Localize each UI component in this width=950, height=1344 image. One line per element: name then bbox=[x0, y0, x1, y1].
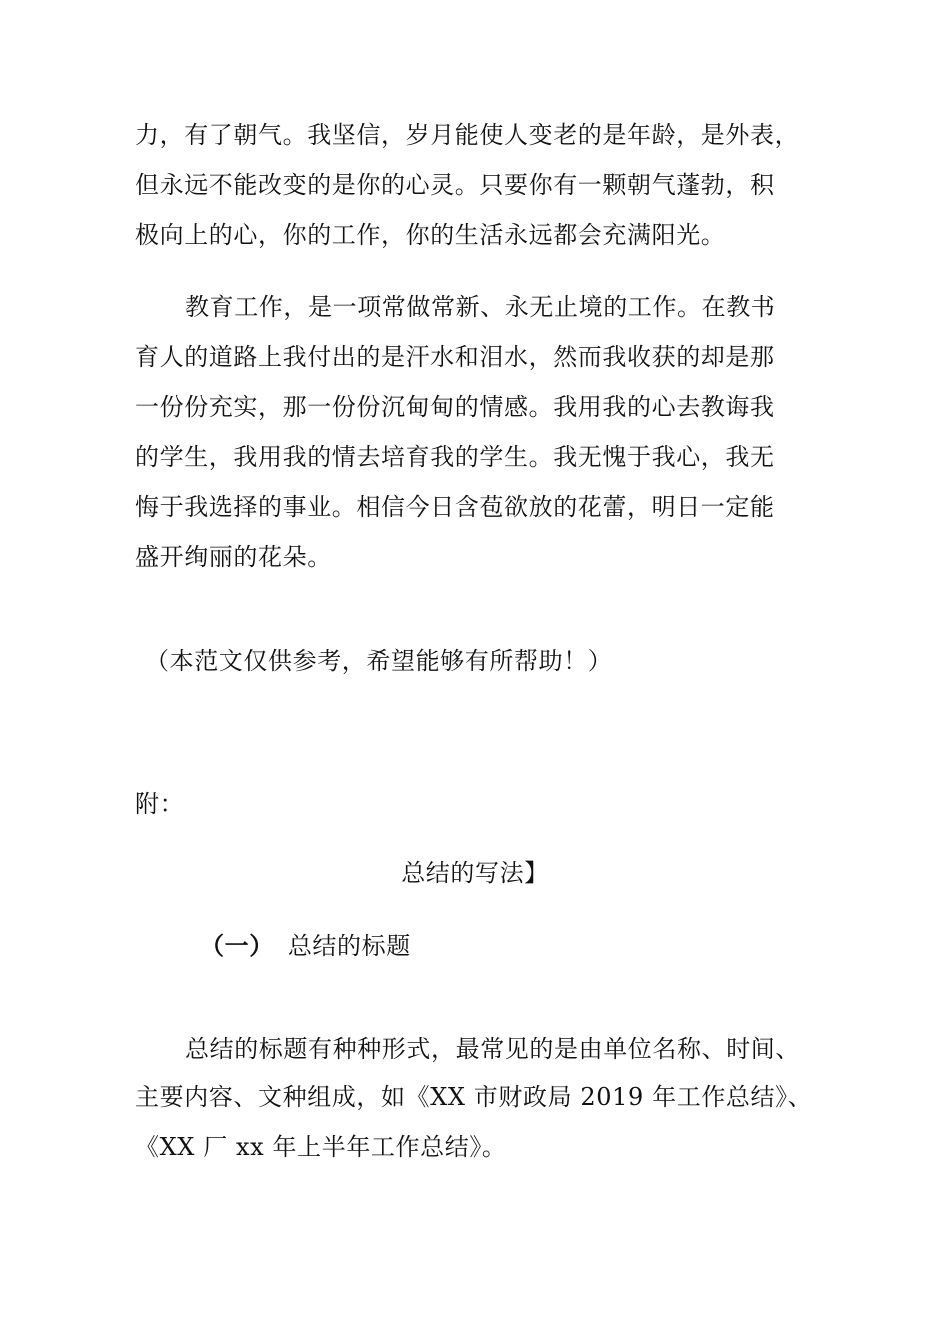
reference-note: （本范文仅供参考，希望能够有所帮助！） bbox=[145, 647, 613, 675]
section-title: 总结的写法】 bbox=[401, 859, 549, 887]
paragraph-2-line-2: 育人的道路上我付出的是汗水和泪水，然而我收获的却是那 bbox=[135, 343, 775, 371]
paragraph-2-line-1: 教育工作，是一项常做常新、永无止境的工作。在教书 bbox=[185, 293, 776, 321]
appendix-label: 附： bbox=[135, 790, 185, 818]
paragraph-3-line-2: 主要内容、文种组成，如《XX 市财政局 2019 年工作总结》、 bbox=[135, 1083, 813, 1111]
paragraph-1-line-1: 力，有了朝气。我坚信，岁月能使人变老的是年龄，是外表， bbox=[135, 121, 800, 149]
paragraph-1-line-2: 但永远不能改变的是你的心灵。只要你有一颗朝气蓬勃，积 bbox=[135, 171, 775, 199]
subheading bbox=[200, 931, 411, 962]
paragraph-2-line-3: 一份份充实，那一份份沉甸甸的情感。我用我的心去教诲我 bbox=[135, 393, 775, 421]
paragraph-2-line-6: 盛开绚丽的花朵。 bbox=[135, 543, 332, 571]
paragraph-3-line-3: 《XX 厂 xx 年上半年工作总结》。 bbox=[135, 1133, 507, 1161]
paragraph-3-line-1: 总结的标题有种种形式，最常见的是由单位名称、时间、 bbox=[185, 1035, 800, 1063]
subheading-number: （一） bbox=[200, 933, 274, 960]
paragraph-1-line-3: 极向上的心，你的工作，你的生活永远都会充满阳光。 bbox=[135, 221, 726, 249]
paragraph-2-line-5: 悔于我选择的事业。相信今日含苞欲放的花蕾，明日一定能 bbox=[135, 493, 775, 521]
subheading-text: 总结的标题 bbox=[287, 932, 411, 960]
paragraph-2-line-4: 的学生，我用我的情去培育我的学生。我无愧于我心，我无 bbox=[135, 443, 775, 471]
